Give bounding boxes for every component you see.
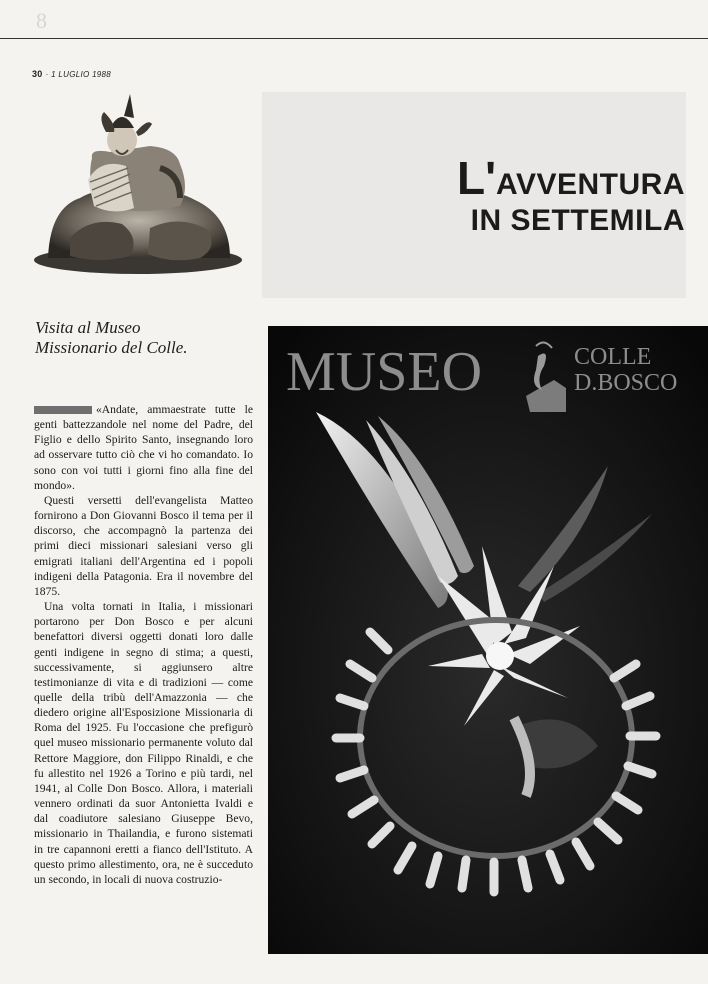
- headline-line-2: IN SETTEMILA: [470, 204, 685, 237]
- headline-initial: L': [457, 152, 497, 204]
- paragraph-1: [34, 402, 253, 493]
- paragraph-3: Una volta tornati in Italia, i missionari portarono per Don Bosco e per alcuni benefattori diversi oggetti donati loro dalle genti indigene in segno di stima; a questi, successivamente, si aggiunsero altre testimonianze di vita e di tradizioni — come quelle della tribù dell'Amazzonia — che diedero origine all'Esposizione Missionaria di Roma del 1925. Fu l'occasione che prefigurò quel museo missionario permanente voluto dal Rettore Maggiore, don Filippo Rinaldi, e che fu allestito nel 1926 a Torino e più tardi, nel 1941, al Colle Don Bosco. Allora, i materiali vennero ordinati da suor Antonietta Ivaldi e dal coadiutore salesiano Giuseppe Bevo, missionario in Thailandia, e furono sistemati in tre capannoni eretti a fianco dell'Istituto. A questo primo allestimento, ora, ne è succeduto un secondo, in locali di nuova costruzio-: [34, 600, 253, 886]
- issue-date: 1 LUGLIO 1988: [51, 70, 112, 79]
- logo-colle: COLLE: [574, 344, 652, 370]
- article-headline: [457, 152, 685, 239]
- article-subtitle: [35, 318, 235, 358]
- subtitle-line-2: Missionario del Colle.: [35, 338, 188, 357]
- museum-photo: [268, 326, 708, 954]
- headline-line-1: [457, 152, 685, 204]
- headline-word: AVVENTURA: [496, 168, 685, 201]
- logo-dbosco: D.BOSCO: [574, 370, 678, 396]
- article-body: [34, 402, 253, 887]
- paragraph-1-text: «Andate, ammaestrate tutte le genti battezzandole nel nome del Padre, del Figlio e dello Spirito Santo, insegnando loro ad osservare tutto ciò che vi ho comandato. Io sono con voi tutti i giorni fino alla fine del mondo».: [34, 403, 253, 492]
- top-rule: [0, 38, 708, 39]
- lead-bar: [34, 406, 92, 414]
- subtitle-line-1: Visita al Museo: [35, 318, 141, 337]
- paragraph-2: Questi versetti dell'evangelista Matteo fornirono a Don Giovanni Bosco il tema per il discorso, che accompagnò la partenza dei primi dieci missionari salesiani verso gli emigrati italiani dell'Argentina ed i popoli indigeni della Patagonia. Era il novembre del 1875.: [34, 493, 253, 598]
- logo-word-museo: MUSEO: [286, 341, 483, 403]
- page-number: 30: [32, 69, 43, 79]
- folio: 30 · 1 LUGLIO 1988: [32, 69, 112, 79]
- statuette-photo: [30, 88, 242, 278]
- bleed-through-mark: 8: [36, 8, 47, 33]
